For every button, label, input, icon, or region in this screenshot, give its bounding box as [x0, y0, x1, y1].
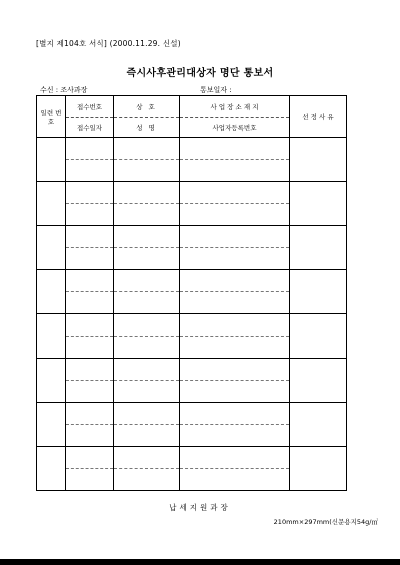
- selection-reason-cell[interactable]: [290, 182, 347, 226]
- business-address-cell[interactable]: [180, 314, 290, 336]
- serial-number-cell[interactable]: [37, 446, 66, 490]
- selection-reason-cell[interactable]: [290, 402, 347, 446]
- table-row: [37, 446, 347, 468]
- serial-number-cell[interactable]: [37, 138, 66, 182]
- table-row: [37, 182, 347, 204]
- serial-number-cell[interactable]: [37, 226, 66, 270]
- recipient-label: 수신 : 조사과장: [40, 86, 88, 94]
- business-address-cell[interactable]: [180, 226, 290, 248]
- serial-number-cell[interactable]: [37, 358, 66, 402]
- trade-name-cell[interactable]: [114, 402, 180, 424]
- header-receipt-date: 접수일자: [66, 118, 114, 138]
- table-row: [37, 402, 347, 424]
- notify-date-label: 통보일자 :: [200, 86, 232, 94]
- selection-reason-cell[interactable]: [290, 226, 347, 270]
- trade-name-cell[interactable]: [114, 226, 180, 248]
- name-cell[interactable]: [114, 424, 180, 446]
- name-cell[interactable]: [114, 336, 180, 358]
- business-registration-number-cell[interactable]: [180, 380, 290, 402]
- name-cell[interactable]: [114, 292, 180, 314]
- business-registration-number-cell[interactable]: [180, 424, 290, 446]
- receipt-number-cell[interactable]: [66, 138, 114, 160]
- header-trade-name: 상 호: [114, 96, 180, 118]
- table-row: [37, 138, 347, 160]
- trade-name-cell[interactable]: [114, 270, 180, 292]
- header-receipt-number: 접수번호: [66, 96, 114, 118]
- selection-reason-cell[interactable]: [290, 138, 347, 182]
- receipt-date-cell[interactable]: [66, 424, 114, 446]
- receipt-number-cell[interactable]: [66, 270, 114, 292]
- business-registration-number-cell[interactable]: [180, 292, 290, 314]
- receipt-date-cell[interactable]: [66, 468, 114, 490]
- selection-reason-cell[interactable]: [290, 446, 347, 490]
- receipt-number-cell[interactable]: [66, 314, 114, 336]
- table-row: [37, 314, 347, 336]
- header-business-address: 사 업 장 소 재 지: [180, 96, 290, 118]
- header-business-registration-number: 사업자등록번호: [180, 118, 290, 138]
- business-address-cell[interactable]: [180, 446, 290, 468]
- name-cell[interactable]: [114, 248, 180, 270]
- selection-reason-cell[interactable]: [290, 314, 347, 358]
- business-registration-number-cell[interactable]: [180, 160, 290, 182]
- form-code: [별지 제104호 서식] (2000.11.29. 신설): [36, 39, 181, 48]
- business-registration-number-cell[interactable]: [180, 248, 290, 270]
- table-header-row: [37, 96, 347, 118]
- table-row: [37, 358, 347, 380]
- receipt-number-cell[interactable]: [66, 226, 114, 248]
- receipt-number-cell[interactable]: [66, 182, 114, 204]
- receipt-number-cell[interactable]: [66, 402, 114, 424]
- table-row: [37, 270, 347, 292]
- trade-name-cell[interactable]: [114, 314, 180, 336]
- business-address-cell[interactable]: [180, 138, 290, 160]
- bottom-rule: [0, 559, 400, 565]
- receipt-date-cell[interactable]: [66, 204, 114, 226]
- business-registration-number-cell[interactable]: [180, 204, 290, 226]
- receipt-date-cell[interactable]: [66, 160, 114, 182]
- name-cell[interactable]: [114, 160, 180, 182]
- name-cell[interactable]: [114, 468, 180, 490]
- issuing-office: 납세지원과장: [169, 503, 231, 512]
- name-cell[interactable]: [114, 380, 180, 402]
- business-address-cell[interactable]: [180, 182, 290, 204]
- name-cell[interactable]: [114, 204, 180, 226]
- trade-name-cell[interactable]: [114, 446, 180, 468]
- business-registration-number-cell[interactable]: [180, 336, 290, 358]
- receipt-date-cell[interactable]: [66, 380, 114, 402]
- serial-number-cell[interactable]: [37, 402, 66, 446]
- table-row: [37, 226, 347, 248]
- trade-name-cell[interactable]: [114, 138, 180, 160]
- trade-name-cell[interactable]: [114, 182, 180, 204]
- business-registration-number-cell[interactable]: [180, 468, 290, 490]
- receipt-date-cell[interactable]: [66, 336, 114, 358]
- form-title: 즉시사후관리대상자 명단 통보서: [126, 68, 274, 79]
- business-address-cell[interactable]: [180, 358, 290, 380]
- serial-number-cell[interactable]: [37, 314, 66, 358]
- receipt-date-cell[interactable]: [66, 248, 114, 270]
- header-serial-number: 일련 번호: [37, 96, 66, 138]
- paper-size-note: 210mm×297mm(신문용지54g/㎡: [273, 518, 378, 526]
- header-name: 성 명: [114, 118, 180, 138]
- business-address-cell[interactable]: [180, 402, 290, 424]
- business-address-cell[interactable]: [180, 270, 290, 292]
- receipt-date-cell[interactable]: [66, 292, 114, 314]
- receipt-number-cell[interactable]: [66, 358, 114, 380]
- serial-number-cell[interactable]: [37, 270, 66, 314]
- trade-name-cell[interactable]: [114, 358, 180, 380]
- serial-number-cell[interactable]: [37, 182, 66, 226]
- receipt-number-cell[interactable]: [66, 446, 114, 468]
- selection-reason-cell[interactable]: [290, 270, 347, 314]
- selection-reason-cell[interactable]: [290, 358, 347, 402]
- candidate-list-table: [36, 95, 347, 491]
- header-selection-reason: 선 정 사 유: [290, 96, 347, 138]
